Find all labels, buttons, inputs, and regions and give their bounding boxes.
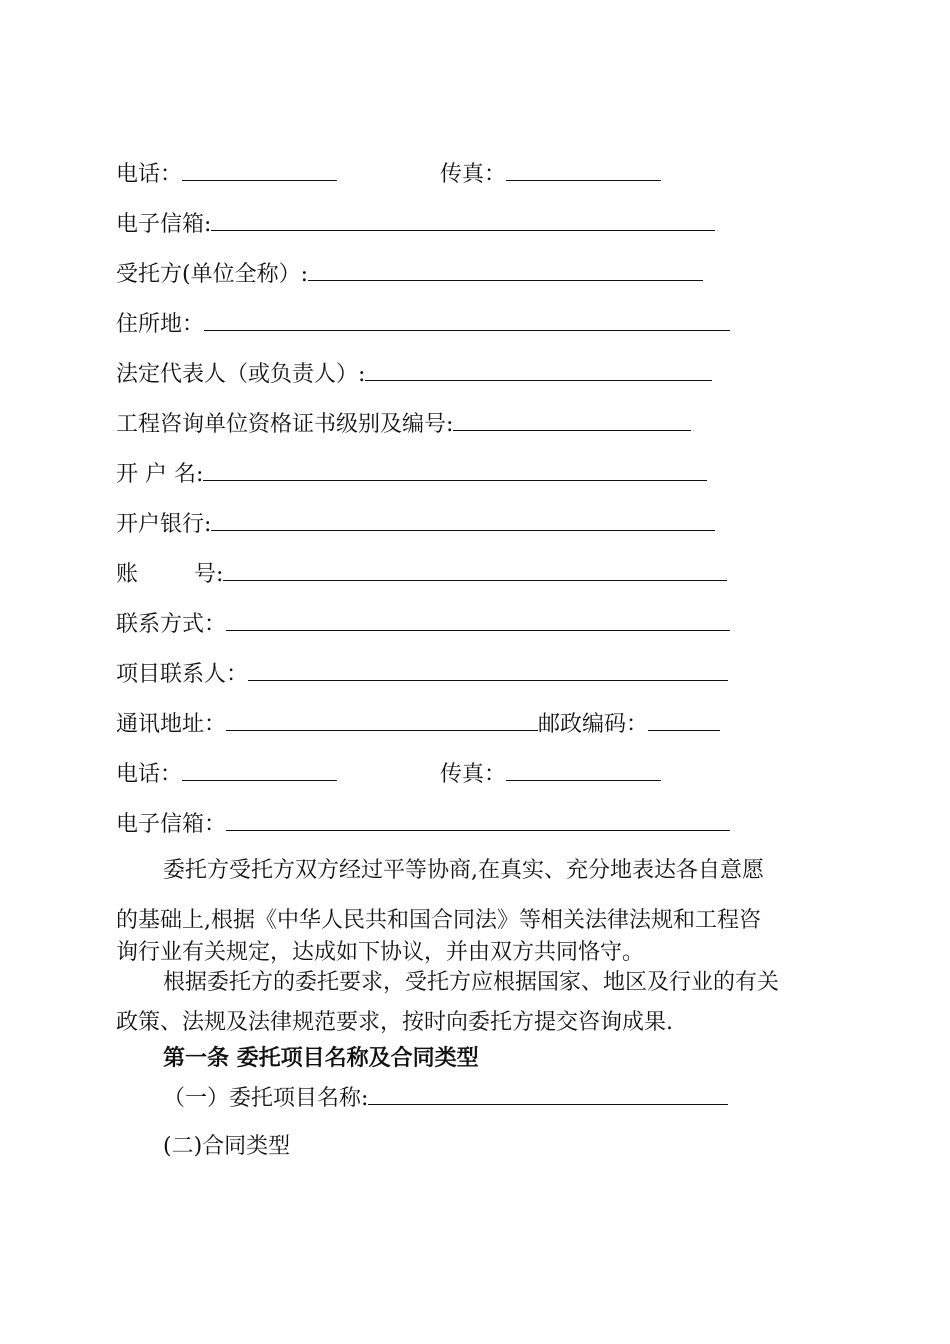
account-name-label: 开 户 名: xyxy=(116,462,204,487)
para2-line2: 政策、法规及法律规范要求，按时向委托方提交咨询成果. xyxy=(116,1010,673,1035)
postcode-label: 邮政编码： xyxy=(538,712,649,737)
mail-address-label: 通讯地址： xyxy=(116,712,227,737)
rep-blank[interactable] xyxy=(365,358,712,381)
email-blank[interactable] xyxy=(211,208,715,231)
bank-label: 开户银行: xyxy=(116,512,212,537)
address-blank[interactable] xyxy=(204,308,730,331)
trustee-label: 受托方(单位全称）: xyxy=(116,262,308,287)
phone-row-1 xyxy=(116,158,337,190)
account-no-label: 账 号: xyxy=(116,562,224,587)
mail-address-row xyxy=(116,708,720,740)
account-name-blank[interactable] xyxy=(203,458,707,481)
contact-method-blank[interactable] xyxy=(226,608,730,631)
para1-line3: 询行业有关规定，达成如下协议，并由双方共同恪守。 xyxy=(116,940,645,965)
rep-label: 法定代表人（或负责人）: xyxy=(116,362,366,387)
phone-label: 电话： xyxy=(116,162,183,187)
phone-label: 电话： xyxy=(116,762,183,787)
fax-row-2 xyxy=(440,758,661,790)
bank-blank[interactable] xyxy=(211,508,715,531)
fax-blank[interactable] xyxy=(506,158,661,181)
project-name-label: （一）委托项目名称: xyxy=(163,1086,369,1111)
email-row-2 xyxy=(116,808,730,840)
postcode-blank[interactable] xyxy=(648,708,720,731)
email-label: 电子信箱： xyxy=(116,812,227,837)
project-name-row xyxy=(163,1082,728,1114)
contact-method-row xyxy=(116,608,730,640)
account-no-blank[interactable] xyxy=(223,558,727,581)
bank-row xyxy=(116,508,715,540)
account-name-row xyxy=(116,458,707,490)
project-contact-row xyxy=(116,658,728,690)
email-row-1 xyxy=(116,208,715,240)
address-label: 住所地： xyxy=(116,312,205,337)
para1-line2: 的基础上,根据《中华人民共和国合同法》等相关法律法规和工程咨 xyxy=(116,908,761,933)
phone-row-2 xyxy=(116,758,337,790)
fax-label: 传真： xyxy=(440,162,507,187)
rep-row xyxy=(116,358,712,390)
qualification-label: 工程咨询单位资格证书级别及编号: xyxy=(116,412,454,437)
project-contact-label: 项目联系人： xyxy=(116,662,249,687)
contract-type-label: (二)合同类型 xyxy=(163,1134,291,1159)
account-no-row xyxy=(116,558,727,590)
email-blank[interactable] xyxy=(226,808,730,831)
contact-method-label: 联系方式： xyxy=(116,612,227,637)
phone-blank[interactable] xyxy=(182,158,337,181)
trustee-blank[interactable] xyxy=(308,258,703,281)
para2-line1: 根据委托方的委托要求，受托方应根据国家、地区及行业的有关 xyxy=(163,970,780,995)
mail-address-blank[interactable] xyxy=(226,708,538,731)
fax-label: 传真： xyxy=(440,762,507,787)
project-name-blank[interactable] xyxy=(368,1082,728,1105)
qualification-row xyxy=(116,408,691,440)
fax-row-1 xyxy=(440,158,661,190)
article1-title: 第一条 委托项目名称及合同类型 xyxy=(163,1046,479,1071)
qualification-blank[interactable] xyxy=(453,408,691,431)
project-contact-blank[interactable] xyxy=(248,658,728,681)
fax-blank[interactable] xyxy=(506,758,661,781)
email-label: 电子信箱: xyxy=(116,212,212,237)
phone-blank[interactable] xyxy=(182,758,337,781)
address-row xyxy=(116,308,730,340)
trustee-row xyxy=(116,258,703,290)
para1-line1: 委托方受托方双方经过平等协商,在真实、充分地表达各自意愿 xyxy=(163,858,764,883)
